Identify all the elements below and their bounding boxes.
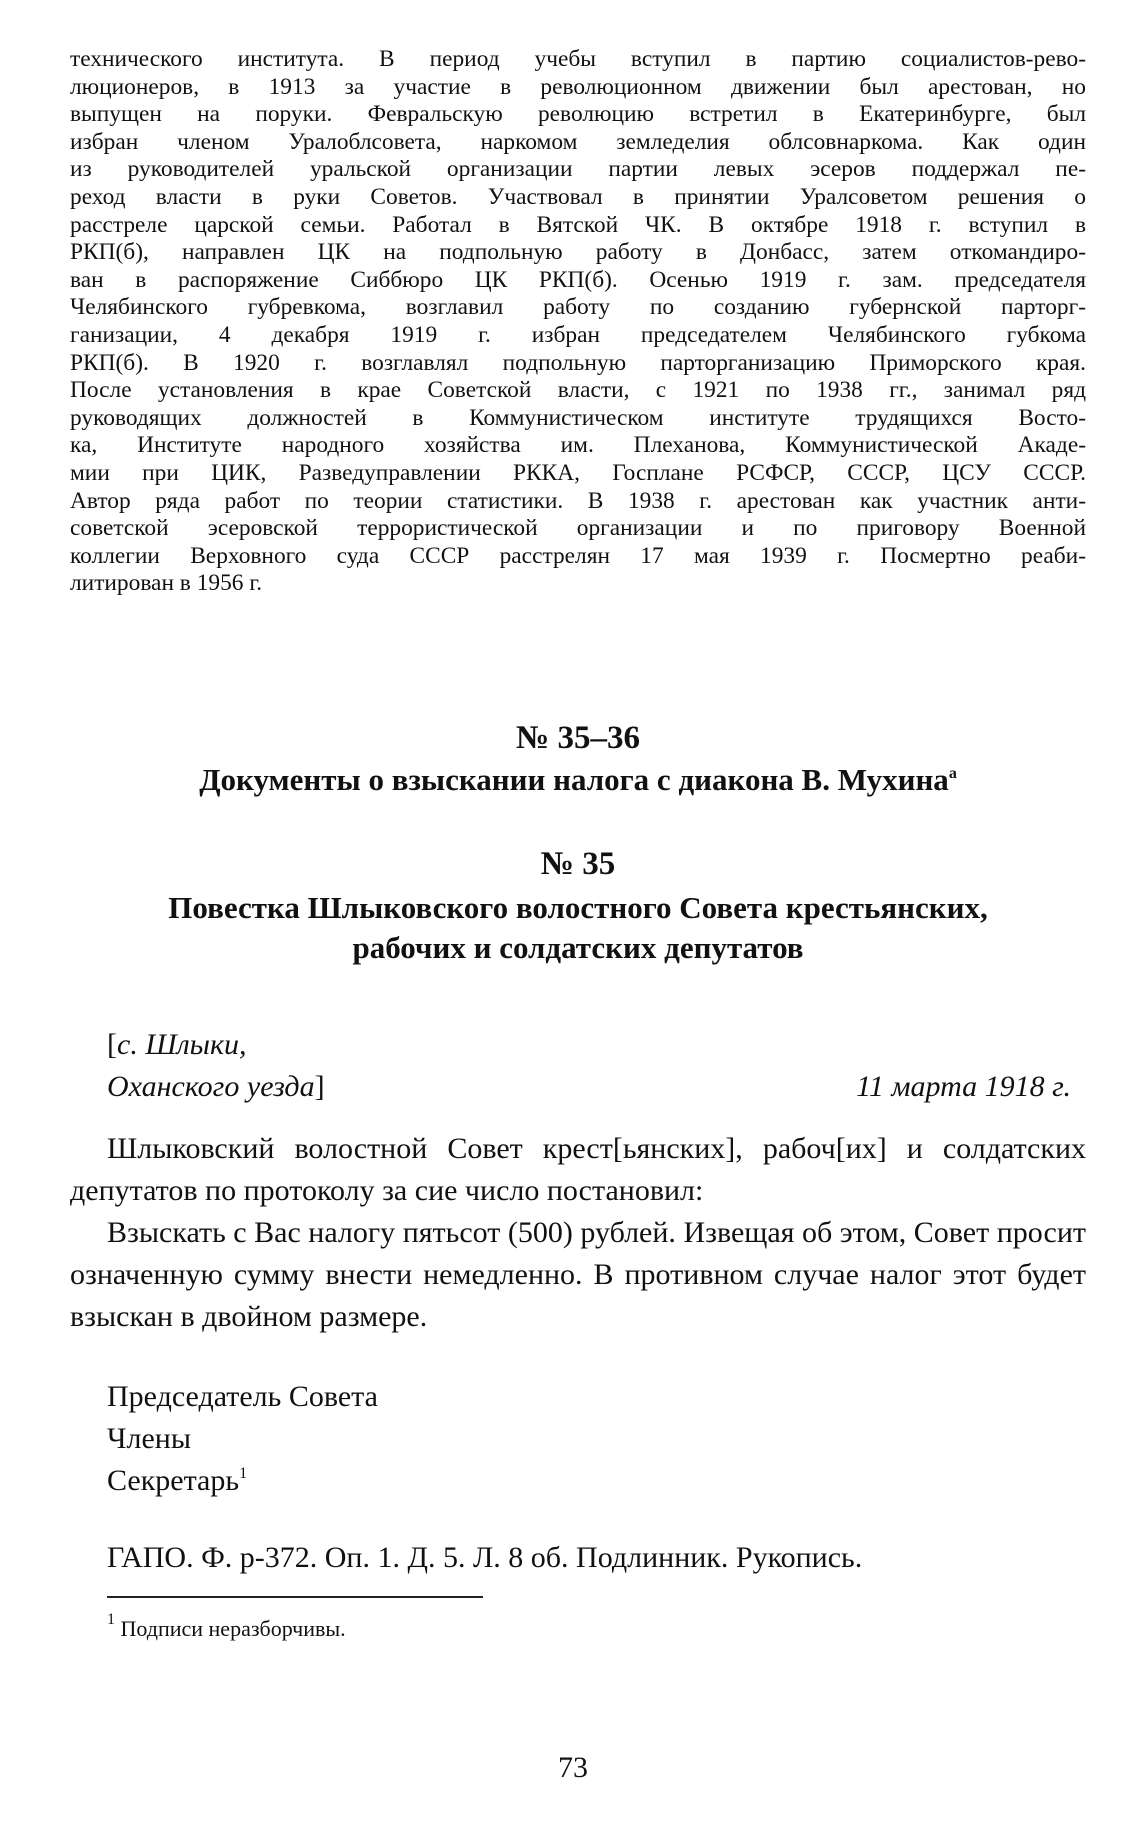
body-paragraph: Шлыковский волостной Совет крест[ьянских], рабоч[их] и солдатских депутатов по протоколу за сие число постановил: bbox=[70, 1132, 1086, 1207]
bio-line: мии при ЦИК, Разведуправлении РККА, Госплане РСФСР, СССР, ЦСУ СССР. bbox=[70, 459, 1086, 486]
footnote bbox=[107, 1611, 346, 1644]
document-title bbox=[70, 888, 1086, 968]
bio-line: советской эсеровской террористической организации и по приговору Военной bbox=[70, 515, 1086, 542]
bio-line: технического института. В период учебы вступил в партию социалистов-рево- bbox=[70, 46, 1086, 72]
bio-line: реход власти в руки Советов. Участвовал в принятии Уралсоветом решения о bbox=[70, 183, 1086, 210]
signature-secretary-text: Секретарь bbox=[107, 1464, 240, 1497]
signatures-block bbox=[107, 1376, 378, 1502]
signature-secretary bbox=[107, 1460, 378, 1502]
bio-line: избран членом Уралоблсовета, наркомом земледелия облсовнаркома. Как один bbox=[70, 128, 1086, 155]
bio-line: ганизации, 4 декабря 1919 г. избран председателем Челябинского губкома bbox=[70, 321, 1086, 348]
biographical-note bbox=[70, 46, 1086, 598]
archive-reference: ГАПО. Ф. р-372. Оп. 1. Д. 5. Л. 8 об. Подлинник. Рукопись. bbox=[107, 1541, 863, 1574]
bio-line: После установления в крае Советской власти, с 1921 по 1938 гг., занимал ряд bbox=[70, 377, 1086, 404]
bio-line: Челябинского губревкома, возглавил работу по созданию губернской парторг- bbox=[70, 294, 1086, 321]
bracket-close: ] bbox=[314, 1070, 325, 1103]
document-date: 11 марта 1918 г. bbox=[856, 1070, 1071, 1103]
document-group-number: № 35–36 bbox=[516, 720, 640, 756]
bio-line: Автор ряда работ по теории статистики. В 1938 г. арестован как участник анти- bbox=[70, 487, 1086, 514]
footnote-text: Подписи неразборчивы. bbox=[115, 1616, 346, 1641]
footnote-marker-1: 1 bbox=[239, 1465, 248, 1482]
bio-line: ван в распоряжение Сиббюро ЦК РКП(б). Осенью 1919 г. зам. председателя bbox=[70, 266, 1086, 293]
signature-members: Члены bbox=[107, 1422, 191, 1455]
bio-line: расстреле царской семьи. Работал в Вятской ЧК. В октябре 1918 г. вступил в bbox=[70, 211, 1086, 238]
bio-line: РКП(б), направлен ЦК на подпольную работу в Донбасс, затем откомандиро- bbox=[70, 239, 1086, 266]
bio-line: коллегии Верховного суда СССР расстрелян 17 мая 1939 г. Посмертно реаби- bbox=[70, 542, 1086, 569]
document-group-title bbox=[70, 760, 1086, 800]
document-title-line: рабочих и солдатских депутатов bbox=[352, 930, 804, 965]
body-paragraph: Взыскать с Вас налогу пятьсот (500) рублей. Извещая об этом, Совет просит означенную сумму внести немедленно. В противном случае налог этот будет взыскан в двойном размере. bbox=[70, 1216, 1086, 1333]
bio-line: люционеров, в 1913 за участие в революционном движении был арестован, но bbox=[70, 73, 1086, 100]
bracket-open: [ bbox=[107, 1028, 117, 1061]
footnote-marker-a: а bbox=[948, 765, 957, 782]
footnote-mark: 1 bbox=[107, 1611, 115, 1628]
signature-chairman: Председатель Совета bbox=[107, 1380, 378, 1413]
place-and-date bbox=[107, 1024, 1071, 1108]
page-number: 73 bbox=[558, 1751, 588, 1784]
document-body bbox=[70, 1128, 1086, 1338]
bio-line: РКП(б). В 1920 г. возглавлял подпольную парторганизацию Приморского края. bbox=[70, 349, 1086, 376]
bio-line: литирован в 1956 г. bbox=[70, 570, 263, 597]
place-line bbox=[107, 1024, 1071, 1066]
footnote-divider bbox=[107, 1596, 483, 1598]
document-number: № 35 bbox=[540, 846, 616, 882]
place-village: с. Шлыки, bbox=[117, 1028, 247, 1061]
bio-line: выпущен на поруки. Февральскую революцию встретил в Екатеринбурге, был bbox=[70, 101, 1086, 128]
bio-line: из руководителей уральской организации партии левых эсеров поддержал пе- bbox=[70, 156, 1086, 183]
bio-line: ка, Институте народного хозяйства им. Плеханова, Коммунистической Акаде- bbox=[70, 432, 1086, 459]
place-district: Оханского уезда bbox=[107, 1070, 315, 1103]
document-title-line: Повестка Шлыковского волостного Совета крестьянских, bbox=[168, 890, 988, 925]
bio-line: руководящих должностей в Коммунистическом институте трудящихся Восто- bbox=[70, 404, 1086, 431]
document-group-title-text: Документы о взыскании налога с диакона В. Мухина bbox=[199, 762, 949, 797]
